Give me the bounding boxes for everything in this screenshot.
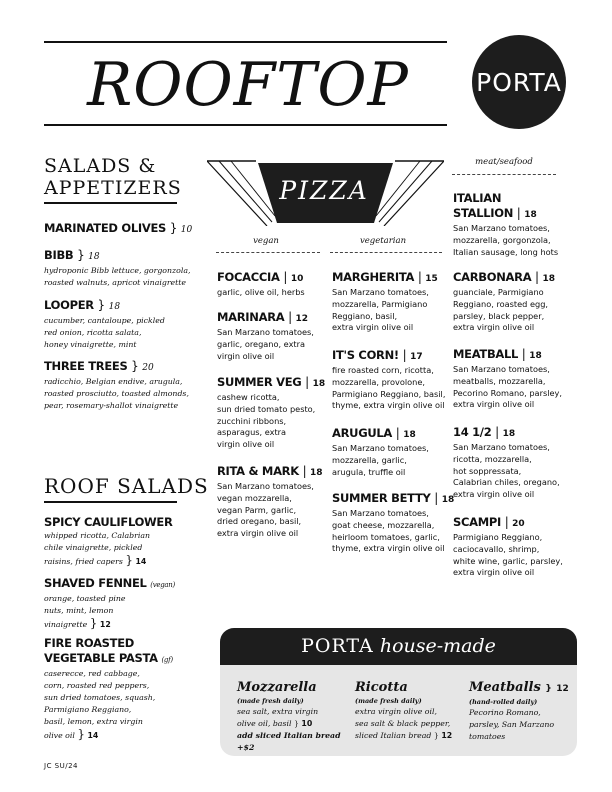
item-price: 18: [310, 468, 323, 478]
item-name: ITALIAN STALLION | 18: [453, 191, 537, 220]
item-name: SPICY CAULIFLOWER: [44, 515, 173, 529]
item-price: 12: [556, 684, 569, 694]
item-description: garlic, olive oil, herbs: [217, 287, 305, 297]
roof-salads-heading: ROOF SALADS: [44, 474, 209, 498]
porta-logo: [472, 35, 566, 129]
page-title: ROOFTOP: [87, 50, 409, 120]
menu-item: [453, 270, 555, 334]
menu-item: [332, 270, 438, 334]
item-price: 18: [542, 274, 556, 284]
item-price: 20: [142, 363, 154, 373]
item-description: guanciale, Parmigiano Reggiano, roasted egg, parsley, black pepper, extra virgin olive oil: [453, 287, 549, 333]
item-tag: (gf): [161, 656, 173, 664]
item-subtitle: (made fresh daily): [355, 697, 422, 705]
menu-item: [44, 576, 175, 631]
menu-item: [453, 347, 562, 411]
item-name: THREE TREES } 20: [44, 359, 154, 373]
item-name: LOOPER } 18: [44, 298, 121, 312]
item-price: 12: [99, 620, 111, 630]
menu-item: [44, 221, 192, 238]
item-description: San Marzano tomatoes, mozzarella, Parmigiano Reggiano, basil, extra virgin olive oil: [332, 287, 429, 333]
item-price: 18: [108, 302, 121, 312]
item-name: SUMMER VEG | 18: [217, 375, 326, 389]
item-description: San Marzano tomatoes, goat cheese, mozzarella, heirloom tomatoes, garlic, thyme, extra virgin olive oil: [332, 508, 445, 554]
column-caption-meat: meat/seafood: [475, 157, 533, 167]
roof-salads-heading-rule: [44, 501, 177, 503]
item-description: extra virgin olive oil, sea salt & black pepper, sliced Italian bread } 12: [355, 707, 453, 740]
header-rule-top: [44, 41, 447, 43]
item-name: RITA & MARK | 18: [217, 464, 323, 478]
house-made-panel: [220, 628, 577, 756]
salads-heading-line2: APPETIZERS: [44, 177, 182, 199]
item-description: hydroponic Bibb lettuce, gorgonzola, roasted walnuts, apricot vinaigrette: [44, 266, 191, 288]
item-description: sea salt, extra virgin olive oil, basil } 10 add sliced Italian bread +$2: [237, 706, 349, 754]
menu-item: [44, 636, 173, 743]
menu-item: [453, 425, 560, 501]
item-price: 10: [290, 274, 304, 284]
item-description: cashew ricotta, sun dried tomato pesto, zucchini ribbons, asparagus, extra virgin olive oil: [217, 392, 316, 450]
item-description: San Marzano tomatoes, ricotta, mozzarella, hot soppressata, Calabrian chiles, oregano, extra virgin olive oil: [453, 442, 560, 500]
house-item: [355, 680, 467, 742]
item-description: San Marzano tomatoes, mozzarella, gorgonzola, Italian sausage, long hots: [453, 223, 559, 257]
item-name: Ricotta: [355, 680, 408, 695]
column-caption-vegan: vegan: [253, 236, 279, 246]
item-description: orange, toasted pine nuts, mint, lemon vinaigrette } 12: [44, 594, 126, 631]
item-price: 18: [312, 379, 326, 389]
menu-item: [217, 310, 314, 362]
menu-item: [332, 426, 429, 478]
item-description: San Marzano tomatoes, meatballs, mozzarella, Pecorino Romano, parsley, extra virgin olive oil: [453, 364, 562, 410]
item-price: 18: [524, 210, 537, 220]
item-price: 18: [502, 429, 516, 439]
item-description: San Marzano tomatoes, garlic, oregano, extra virgin olive oil: [217, 327, 314, 361]
item-description: whipped ricotta, Calabrian chile vinaigrette, pickled raisins, fried capers } 14: [44, 531, 151, 568]
item-subtitle: (hand-rolled daily): [469, 698, 538, 706]
item-name: MARINARA | 12: [217, 310, 309, 324]
item-description: San Marzano tomatoes, vegan mozzarella, vegan Parm, garlic, dried oregano, basil, extra virgin olive oil: [217, 481, 314, 539]
menu-item: [44, 248, 190, 289]
item-price: 20: [512, 519, 525, 529]
column-caption-vegetarian: vegetarian: [359, 236, 407, 246]
item-description: radicchio, Belgian endive, arugula, roasted prosciutto, toasted almonds, pear, rosemary-shallot vinaigrette: [44, 377, 189, 411]
item-subtitle: (made fresh daily): [237, 697, 304, 705]
item-addon: add sliced Italian bread +$2: [237, 731, 341, 752]
item-description: fire roasted corn, ricotta, mozzarella, provolone, Parmigiano Reggiano, basil, thyme, extra virgin olive oil: [332, 365, 446, 411]
item-price: 12: [441, 731, 453, 740]
house-item: [237, 680, 349, 754]
item-price: 17: [410, 352, 423, 362]
menu-item: [44, 515, 173, 568]
item-price: 15: [425, 274, 438, 284]
item-price: 18: [88, 252, 100, 262]
item-name: MARINATED OLIVES } 10: [44, 221, 193, 235]
item-tag: (vegan): [150, 581, 175, 589]
item-name: SCAMPI | 20: [453, 515, 525, 529]
menu-item: [332, 348, 445, 412]
item-description: San Marzano tomatoes, mozzarella, garlic, arugula, truffle oil: [332, 443, 429, 477]
item-price: 10: [301, 719, 313, 728]
menu-item: [44, 359, 189, 412]
item-name: IT'S CORN! | 17: [332, 348, 423, 362]
item-name: MARGHERITA | 15: [332, 270, 438, 284]
salads-heading-rule: [44, 202, 177, 204]
item-name: SHAVED FENNEL (vegan): [44, 576, 175, 590]
footer-code: JC SU/24: [44, 762, 79, 770]
item-name: FOCACCIA | 10: [217, 270, 304, 284]
item-description: caserecce, red cabbage, corn, roasted red peppers, sun dried tomatoes, squash, Parmigiano Reggiano, basil, lemon, extra virgin olive oil } 14: [44, 669, 156, 742]
item-price: 12: [295, 314, 309, 324]
header-rule-bottom: [44, 124, 447, 126]
item-name: MEATBALL | 18: [453, 347, 542, 361]
item-name: 14 1/2 | 18: [453, 425, 516, 439]
pizza-heading: PIZZA: [279, 176, 369, 205]
menu-item: [217, 270, 305, 299]
item-description: Pecorino Romano, parsley, San Marzano tomatoes: [469, 708, 555, 741]
item-price: 18: [403, 430, 416, 440]
item-name: BIBB } 18: [44, 248, 100, 262]
item-description: cucumber, cantaloupe, pickled red onion, ricotta salata, honey vinaigrette, mint: [44, 316, 165, 350]
item-name: Meatballs } 12: [469, 680, 569, 695]
divider: [216, 252, 320, 253]
item-price: 14: [87, 731, 99, 741]
item-name: CARBONARA | 18: [453, 270, 556, 284]
item-price: 14: [135, 557, 147, 567]
salads-heading: [44, 155, 182, 199]
item-name: FIRE ROASTED VEGETABLE PASTA (gf): [44, 636, 173, 665]
item-price: 18: [441, 495, 455, 505]
item-price: 18: [529, 351, 542, 361]
divider: [452, 174, 556, 175]
logo-text: PORTA: [476, 67, 562, 97]
item-description: Parmigiano Reggiano, caciocavallo, shrimp, white wine, garlic, parsley, extra virgin olive oil: [453, 532, 563, 578]
menu-item: [217, 464, 323, 540]
menu-item: [453, 191, 558, 258]
item-name: SUMMER BETTY | 18: [332, 491, 455, 505]
menu-item: [44, 298, 165, 351]
item-price: 10: [180, 225, 193, 235]
item-name: ARUGULA | 18: [332, 426, 416, 440]
menu-item: [332, 491, 454, 555]
menu-item: [453, 515, 563, 579]
divider: [330, 252, 442, 253]
item-name: Mozzarella: [237, 680, 317, 695]
salads-heading-line1: SALADS &: [44, 155, 157, 177]
house-item: [469, 680, 575, 743]
menu-item: [217, 375, 325, 451]
house-made-heading: PORTA house-made: [220, 628, 577, 665]
